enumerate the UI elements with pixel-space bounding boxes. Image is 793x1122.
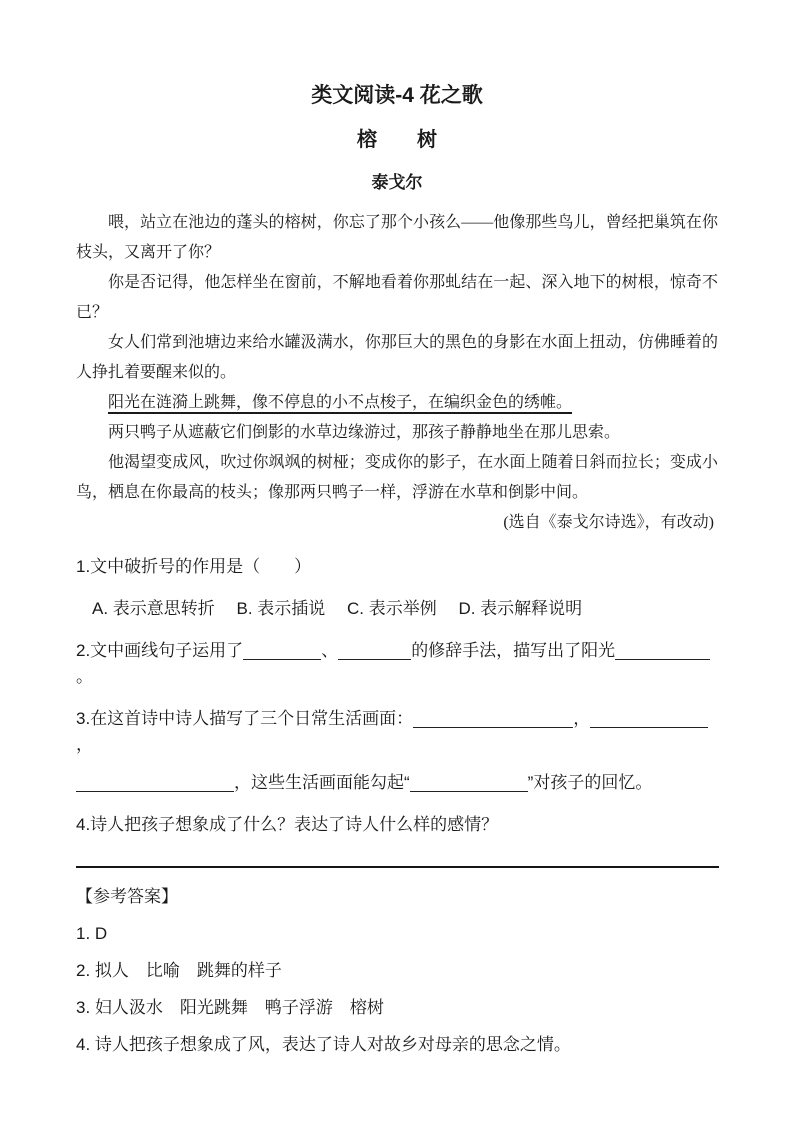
fill-in-blank: [338, 643, 411, 660]
question-2: [76, 638, 718, 690]
fill-in-blank: [243, 643, 321, 660]
fill-in-blank: [590, 711, 708, 728]
poem-title: 榕 树: [357, 129, 437, 151]
fill-in-blank: [413, 711, 573, 728]
poem-paragraph-5: 两只鸭子从遮蔽它们倒影的水草边缘游过，那孩子静静地坐在那儿思索。: [108, 424, 621, 441]
question-3-text-mid: ，这些生活画面能勾起“: [234, 773, 410, 792]
answer-4: 4. 诗人把孩子想象成了风，表达了诗人对故乡对母亲的思念之情。: [76, 1035, 571, 1054]
poem-body: [76, 208, 718, 538]
questions-section: [76, 554, 718, 838]
question-1: [76, 554, 718, 580]
question-3-text: 3.在这首诗中诗人描写了三个日常生活画面：: [76, 709, 414, 728]
question-1-text: 1.文中破折号的作用是（ ）: [76, 557, 312, 576]
fill-in-blank: [615, 643, 710, 660]
answer-1: 1. D: [76, 924, 108, 943]
answer-3: 3. 妇人汲水 阳光跳舞 鸭子浮游 榕树: [76, 998, 384, 1017]
poem-paragraph-4-underlined: 阳光在涟漪上跳舞，像不停息的小不点梭子，在编织金色的绣帷。: [108, 394, 573, 411]
question-2-period: 。: [76, 667, 93, 686]
question-4: [76, 812, 718, 838]
fill-in-blank: [76, 775, 234, 792]
question-3-text-end: ”对孩子的回忆。: [527, 773, 653, 792]
poem-author: 泰戈尔: [371, 173, 423, 192]
poem-paragraph-2: 你是否记得，他怎样坐在窗前，不解地看着你那虬结在一起、深入地下的树根，惊奇不已？: [76, 274, 718, 321]
fill-in-blank: [410, 775, 528, 792]
answer-2: 2. 拟人 比喻 跳舞的样子: [76, 961, 282, 980]
question-2-separator: 、: [321, 641, 339, 660]
source-attribution: (选自《泰戈尔诗选》，有改动): [503, 514, 714, 531]
question-2-text-mid: 的修辞手法，描写出了阳光: [411, 641, 616, 660]
question-4-text: 4.诗人把孩子想象成了什么？表达了诗人什么样的感情？: [76, 815, 499, 834]
section-divider: [76, 866, 719, 868]
question-1-options: A. 表示意思转折 B. 表示插说 C. 表示举例 D. 表示解释说明: [92, 599, 583, 618]
answers-header: 【参考答案】: [76, 887, 178, 906]
question-3-line-1: [76, 706, 718, 758]
question-3-line-2: [76, 770, 718, 796]
question-2-text: 2.文中画线句子运用了: [76, 641, 244, 660]
question-3-comma: ，: [573, 709, 591, 728]
poem-paragraph-3: 女人们常到池塘边来给水罐汲满水，你那巨大的黑色的身影在水面上扭动，仿佛睡着的人挣扎着要醒来似的。: [76, 334, 718, 381]
page-title: 类文阅读-4 花之歌: [311, 84, 483, 107]
poem-paragraph-6: 他渴望变成风，吹过你飒飒的树桠；变成你的影子，在水面上随着日斜而拉长；变成小鸟，栖息在你最高的枝头；像那两只鸭子一样，浮游在水草和倒影中间。: [76, 454, 718, 501]
question-3-comma: ，: [76, 735, 93, 754]
poem-paragraph-1: 喂，站立在池边的蓬头的榕树，你忘了那个小孩么——他像那些鸟儿，曾经把巢筑在你枝头，又离开了你？: [76, 214, 718, 261]
answers-section: [76, 884, 718, 1058]
